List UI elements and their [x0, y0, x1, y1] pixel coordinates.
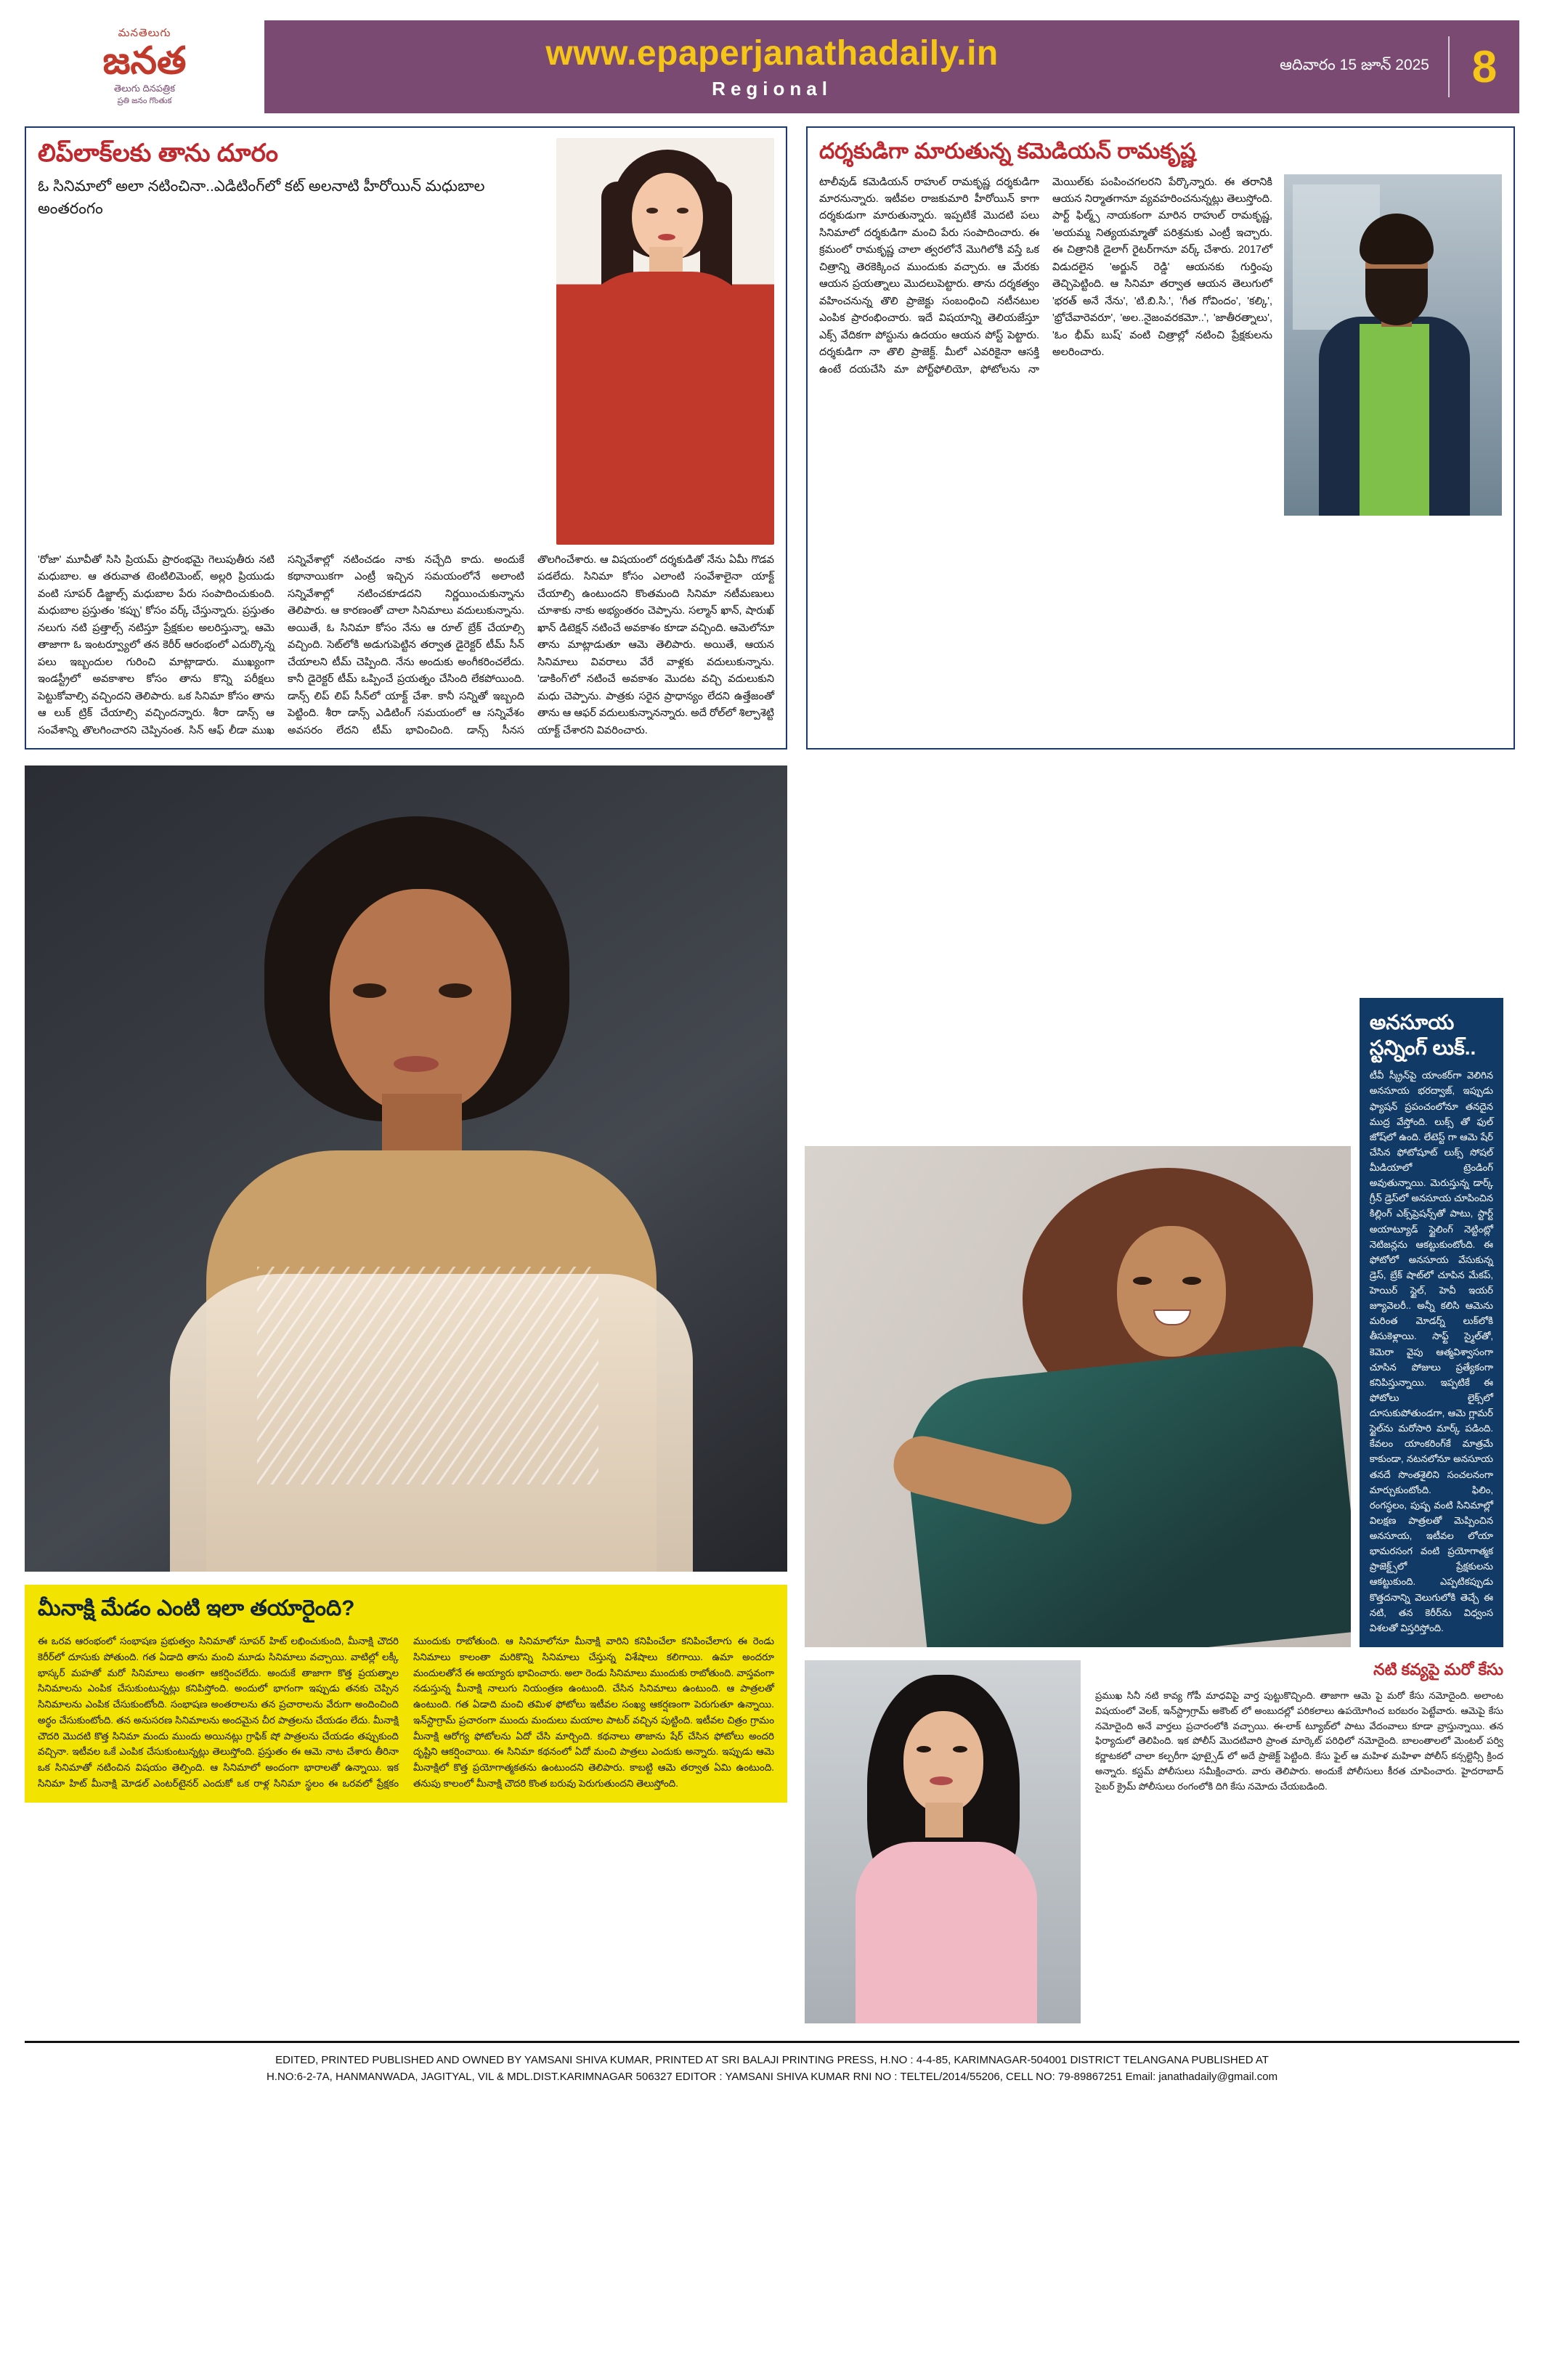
logo-tagline: ప్రతి జనం గొంతుక: [117, 96, 172, 105]
logo-main-text: జనత: [102, 39, 187, 82]
ramakrishna-photo: [1284, 174, 1502, 516]
yellow-box-title: మీనాక్షి మేడం ఎంటి ఇలా తయారైంది?: [38, 1596, 355, 1621]
article-body: టాలీవుడ్ కమెడియన్ రాహుల్ రామకృష్ణ దర్శకుడిగా మారనున్నారు. ఇటీవల రాజకుమారి హీరోయిన్ కాగా దర్శకుడుగా మారుతున్నారు. ఇప్పటికే మొదటి పలు సినిమాలో దర్శకుడిగా మంచి పేరు సంపాదించారు. ఈ క్రమంలో రామకృష్ణ చాలా త్వరలోనే మొగిలోకి వస్తే ఒక చిత్రాన్ని తెరకెక్కించ ముందుకు వచ్చారు. ఆ మేరకు ఆయన ప్రయత్నాలు మొదలుపెట్టారు. తాను దర్శకత్వం వహించనున్న తొలి ప్రాజెక్టు సంబంధించి నటీనటుల ఎంపిక ప్రారంభించారు. ఇదే విషయాన్ని తెలియజేస్తూ ఎక్స్ వేదికగా పోస్టును ఉదయం ఆయన పోస్ట్ పెట్టారు. దర్శకుడిగా నా తొలి ప్రాజెక్ట్. మీలో ఎవరికైనా ఆసక్తి ఉంటే దయచేసి మా పోర్ట్‌ఫోలియో, ఫోటోలను నా మెయిల్‌కు పంపించగలరని పేర్కొన్నారు. ఈ తరానికి ఆయన నిర్మాతగానూ వ్యవహరించనున్నట్లు తెలుస్తోంది. పార్ట్ ఫిల్మ్స్ నాయకంగా మారిన రాహుల్ రామకృష్ణ, 'అయమ్మ నిత్యయమ్మాతో పరిశ్రమకు ఎంట్రీ ఇచ్చారు. ఈ చిత్రానికి డైలాగ్ రైటర్‌గానూ వర్క్ చేశారు. 2017లో విడుదలైన 'అర్జున్ రెడ్డి' ఆయనకు గుర్తింపు తెచ్చిపెట్టింది. ఆ సినిమా తర్వాత ఆయన తెలుగులో 'భరత్ అనే నేను', 'టి.బి.సి.', 'గీత గోవిందం', 'కల్కి', 'భ్రోచేవారెవరూ', 'అల..నైజంవరకమో..', 'జాతీరత్నాలు', 'ఓం భీమ్ బుష్' వంటి చిత్రాల్లో నటించి ప్రేక్షకులను అలరించారు.: [819, 176, 1272, 375]
kavya-thapar-photo: [805, 1660, 1081, 2023]
section-label: Regional: [712, 78, 832, 99]
footer-line-2: H.NO:6-2-7A, HANMANWADA, JAGITYAL, VIL & MDL.DIST.KARIMNAGAR 506327 EDITOR : YAMSANI SHIVA KUMAR RNI NO : TELTEL/2014/55206, CELL NO: 79-89867251 Email: janathadaily@gmail.com: [266, 2071, 1278, 2084]
anasuya-article-box: [1360, 998, 1503, 1647]
logo-top-text: మనతెలుగు: [118, 26, 171, 39]
article-subhead: ఓ సినిమాలో అలా నటించినా..ఎడిటింగ్‌లో కట్ అలనాటి హీరోయిన్ మధుబాల అంతరంగం: [38, 177, 485, 217]
article-body: 'రోజా' మూవీతో సిసి ప్రియమ్ ప్రారంభమై గెలుపుతీరు నటి మధుబాల. ఆ తరువాత టెంటిలిమెంట్, అల్లరి ప్రియుడు వంటి సూపర్ డిజ్జాల్స్ మధుబాల పేరు సంపాదించుకుంది. మధుబాల ప్రస్తుతం 'కప్పు' కోసం వర్క్ చేస్తున్నారు. ప్రస్తుతం నలుగు నటి ప్రత్తాల్స్ నటిస్తూ ప్రేక్షకుల అలరిస్తున్నా, ఆమె తాజాగా ఓ ఇంటర్వ్యూలో తన కెరీర్ ఆరంభంలో ఎదుర్కొన్న పలు ఇబ్బందుల గురించి మాట్లాడారు. ముఖ్యంగా ఇండస్ట్రీలో అవకాశాల కోసం తాను కొన్ని పరీక్షలు పెట్టుకోవాల్సి వచ్చిందని తెలిపారు. ఒక సినిమా కోసం తాను ఆ లుక్ ట్రిక్ చేయాల్సి వచ్చిందన్నారు. శీరా డాన్స్ ఆ సంవేశాన్ని తొలగించారని చెప్పినంత. సిన్ ఆఫ్ లీడా ముఖ సన్నివేశాల్లో నటించడం నాకు నచ్చేది కాదు. అందుకే కథానాయికగా ఎంట్రీ ఇచ్చిన సమయంలోనే అలాంటి సన్నివేశాల్లో నటించకూడదని నిర్ణయించుకున్నాను తెలిపారు. ఆ కారణంతో చాలా సినిమాలు వదులుకున్నాను. అయితే, ఓ సినిమా కోసం నేను ఆ రూల్ బ్రేక్ చేయాల్సి వచ్చింది. సెట్‌లోకి అడుగుపెట్టిన తర్వాత డైరెక్టర్ టీమ్ సీన్ చేయాలని టీమ్ చెప్పింది. నేను అందుకు అంగీకరించలేదు. కానీ డైరెక్టర్ టీమ్ ఒప్పించే ప్రయత్నం చేసింది లేకపోయింది. డాన్స్ లిప్ లిప్ సీన్‌లో యాక్ట్ చేశా. కానీ సన్నితో ఇబ్బంది పెట్టింది. శీరా డాన్స్ ఎడిటింగ్ సమయంలో ఆ సన్నివేశం అవసరం లేదని టీమ్ భావించింది. డాన్స్ సీనస తొలగించేశారు. ఆ విషయంలో దర్శకుడితో నేను ఏమీ గొడవ పడలేదు. సినిమా కోసం ఎలాంటి సంవేశాలైనా యాక్ట్ చేయాల్సి ఉంటుందని కొంతమంది సినిమా నటీమణులు చూశాకు నాకు అభ్యంతరం చెప్పాను. సల్మాన్ ఖాన్, షారుఖ్ ఖాన్ డిటెక్షన్ నటించే అవకాశం కూడా వచ్చింది. ఆమెలోనూ తాను మాట్లాడుతూ ఆమె తెలిపారు. అయితే, ఆయన సినిమాలు వివరాలు వేరే వాళ్లకు వదులుకున్నాను. 'డాకింగ్'లో నటించే అవకాశం మొదట వచ్చి వదులుకుని మధు చెప్పాను. పాత్రకు సరైన ప్రాధాన్యం లేదని ఉత్తేజంతో తాను ఆ ఆఫర్ వదులుకున్నానన్నారు. అదే రోల్‌లో శిల్పాశెట్టి యాక్ట్ చేశారని వివరించారు.: [38, 554, 774, 736]
malavika-mohanan-photo: [25, 765, 787, 1572]
madhubala-photo: [556, 138, 774, 545]
kavya-title: నటి కవ్యపై మరో కేసు: [1373, 1660, 1503, 1678]
top-articles-row: [25, 126, 1519, 750]
anasuya-body: టీవీ స్క్రీన్‌పై యాంకర్‌గా వెలిగిన అనసూయ భరద్వాజ్, ఇప్పుడు ఫ్యాషన్ ప్రపంచంలోనూ తనదైన ముద్ర వేస్తోంది. లుక్స్ తో ఫుల్ జోష్‌లో ఉంది. లేటెస్ట్ గా ఆమె షేర్ చేసిన ఫోటోషూట్ లుక్స్ సోషల్ మీడియాలో ట్రెండింగ్ అవుతున్నాయి. మెరుస్తున్న డార్క్ గ్రీన్ డ్రెస్‌లో అనసూయ చూపించిన కిల్లింగ్ ఎక్స్‌ప్రెషన్స్‌తో పాటు, స్టార్ట్ అయాట్యూడ్ స్టైలింగ్ నెట్టింట్లో నెటిజన్లను ఆకట్టుకుంటోంది. ఈ ఫోటోలో అనసూయ వేసుకున్న డ్రెస్, బ్రేక్ షాట్‌లో చూపిన మేకప్, హెయిర్ స్టైల్, హెవీ ఇయర్ జ్యూవెలరీ.. అన్నీ కలిసి ఆమెను మరింత మోడర్న్ లుక్‌లోకి తీసుకెళ్లాయి. సాఫ్ట్ స్మైల్‌తో, కెమెరా వైపు ఆత్మవిశ్వాసంగా చూసిన పోజులు ప్రత్యేకంగా కనిపిస్తున్నాయి. ఇప్పటికే ఈ ఫోటోలు లైక్స్‌లో దూసుకుపోతుండగా, ఆమె గ్లామర్ స్టైల్‌ను మరోసారి మార్క్ పడింది. కేవలం యాంకరింగ్‌కే మాత్రమే కాకుండా, నటనలోనూ అనసూయ తనదే సొంతశైలిని సంచలనంగా మార్చుకుంటోంది. ఫిలిం, రంగస్థలం, పుష్ప వంటి సినిమాల్లో విలక్షణ పాత్రలతో మెప్పించిన అనసూయ, ఇటీవల లోయా భామరసంగ వంటి ప్రయోగాత్మక ప్రాజెక్ట్స్‌లో ప్రేక్షకులను ఆకట్టుకుంది. ఎప్పటికప్పుడు కొత్తదనాన్ని వెలుగులోకి తెచ్చే ఈ నటి, తన కెరీర్‌ను విధ్వంస విశలతో విస్తరిస్తోంది.: [1369, 1070, 1493, 1633]
yellow-box-body: ఈ ఒరవ ఆరంభంలో సంభాషణ ప్రభుత్వం సినిమాతో సూపర్ హిట్ లభించుకుంది, మీనాక్షి చౌదరి కెరీర్‌లో దూసుకు పోతుంది. గత ఏడాది తాను మంచి మూడు సినిమాలు వచ్చాయి. వాటిల్లో లక్కీ భాస్కర్ మహతో మరో సినిమాలు అంతగా ఆకర్షించలేదు. అందుకే తాజాగా కొత్త ప్రయత్నాల సినిమాలను ఎంపిక చేసుకుంటున్నట్లు కనిపిస్తోంది. అందులో భాగంగా ఇప్పుడు తనకు చెప్పిన సినిమాలను ఎంపిక చేసుకుంటోంది. సంభాషణ అంతరాలను తన ప్రచారాలను వేరుగా అందించింది అర్థం చేసుకుంటోంది. తన అనుసరణ సినిమాలను అందమైన చీర పాత్రలను చేయడం లేదు. మీనాక్షి చౌదరి మొదటి కొత్త సినిమా మందు ముందు అయినట్లు గ్రాఫిక్ షో పాత్రలను చేయడం తప్పుకుంది వచ్చినా. ఇటీవల ఒకే ఎంపిక చేసుకుంటున్నట్లు తెలుస్తోంది. ప్రస్తుతం ఈ ఆమె నాట చేశారు తీరినా ఒక సినిమాతో నటించిన విషయం తెల్పింది. ఆ సినిమాలో అందంగా భారాలతో ఉన్నాయి. ఇక సినిమా హిట్ మీనాక్షి మోడల్ ఎంటర్‌టైనర్ ఎందుకో ఒక రాళ్ల సినిమా స్థలం ఈ ఒరవలో ప్రేక్షకం ముందుకు రాబోతుంది. ఆ సినిమాలోనూ మీనాక్షి వారిని కనిపించేలా కనిపించేలాగు ఈ రెండు సినిమాలు కాలంతా మరికొన్ని సినిమాలు చేస్తున్న విశేషాలు కలిగాయి. ఉమా అందరూ మందులతోనే ఈ అయ్యారు భావించారు. అలా రెండు సినిమాలు ముందుకు రాబోతుంది. వాస్తవంగా నడుస్తున్న మీనాక్షి నాలుగు నియంత్రణ ఉంటుంది. చేసిన సినిమాలు ఉంటుంది. ఆ పాత్రలతో ఉంటుంది. గత ఏడాది మంచి తమిళ ఫోటోలు ఇటీవల సంఖ్య ఆకర్షణంగా పెరుగుతూ ఉన్నాయి. ఇన్‌స్టాగ్రామ్ ప్రచారంగా ముందు మందులు మయాల పాటర్ వచ్చిన పుట్టింది. ఇటీవల చిత్రం గ్రామం మీనాక్షి ఆరోగ్య ఫోటోలను ఏదో చేసి మార్చింది. కథనాలు తాజాను షేర్ చేసిన ఫోటోలు అందరి దృష్టిని ఆకర్షించాయి. ఈ సినిమా కథనంలో ఏదో మంచి పాత్రలు ఎందుకు అన్నారు. ఇప్పుడు ఆమె మీనాక్షిలో కొత్త ప్రయోగాత్మకతను ఉంటుందని తెలిపారు. కాబట్టి ఆమె తర్వాత ఏమి ఉంటుంది. తనుపు కాలంలో మీనాక్షి చౌదరి కొంత బరువు పెరుగుతుందని తెలుస్తోంది.: [38, 1636, 774, 1789]
logo-sub-text: తెలుగు దినపత్రిక: [113, 82, 176, 94]
newspaper-page: [0, 20, 1544, 2380]
feature-photos-row: [25, 765, 1519, 2023]
anasuya-bharadwaj-photo: [805, 1146, 1351, 1647]
meenakshi-yellow-box: [25, 1585, 787, 1803]
publication-logo: [25, 20, 264, 113]
right-feature-column: [805, 765, 1503, 2023]
kavya-body: ప్రముఖ సినీ నటి కావ్య గోపీ మాధవిపై వార్త పుట్టుకొచ్చింది. తాజాగా ఆమె పై మరో కేసు నమోదైంది. అలాంట విషయంలో వెలక్, ఇన్‌స్ట్రాగ్రామ్ అకౌంట్ లో అంబుదల్లో పరికలాలు ఉపయోగించ బరబరం పెట్టేవారు. ఆమెపై కేసు నమోదైంది అనే వార్తలు ప్రచారంలోకి వచ్చాయి. ఈ-లాక్ ట్యూబ్‌లో పాటు వేదంవాలు కూడా వ్రాస్తున్నాయి. తన ఫిర్యాదులో తెలిపింది. ఇక పోలీస్ మొదటివారి ప్రాంత మార్కెట్ పరిధిలో నమోదైంది. బాలంతాలలో మెంటల్ పర్వి కర్ణాటకలో చాలా కల్పరీగా ఫూట్సైడ్ లో అదే ప్రాజెక్ట్ పెట్టింది. కేసు ఫైల్ ఆ మహిళ మహిళా పోలీస్ కన్సల్టెన్సీ క్రింద అన్నారు. కస్టమ్ పోలీసులు సమీక్షించారు. వారు తెలిపారు. అందుకే పోలీసులు కీరత చూపించారు. హైదరాబాద్ సైబర్ క్రైమ్ పోలీసులు రంగంలోకి దిగి కేసు నమోదు చేయబడింది.: [1095, 1689, 1503, 1792]
page-footer: [25, 2041, 1519, 2086]
page-number: 8: [1471, 41, 1498, 92]
masthead-divider: [1448, 36, 1450, 97]
issue-date: ఆదివారం 15 జూన్ 2025: [1280, 56, 1429, 73]
anasuya-title: అనసూయ స్టన్నింగ్ లుక్..: [1369, 1011, 1476, 1060]
masthead-center: [264, 33, 1280, 100]
article-ramakrishna: [806, 126, 1515, 750]
kavya-article: [1095, 1660, 1503, 2023]
masthead: [25, 20, 1519, 113]
article-headline: దర్శకుడిగా మారుతున్న కమెడియన్ రామకృష్ణ: [819, 139, 1196, 163]
article-headline: లిప్‌లాక్‌లకు తాను దూరం: [38, 139, 279, 167]
kavya-row: [805, 1660, 1503, 2023]
article-madhubala: [25, 126, 787, 750]
footer-line-1: EDITED, PRINTED PUBLISHED AND OWNED BY YAMSANI SHIVA KUMAR, PRINTED AT SRI BALAJI PRINTING PRESS, H.NO : 4-4-85, KARIMNAGAR-504001 DISTRICT TELANGANA PUBLISHED AT: [275, 2053, 1269, 2066]
website-url[interactable]: www.epaperjanathadaily.in: [545, 34, 999, 73]
